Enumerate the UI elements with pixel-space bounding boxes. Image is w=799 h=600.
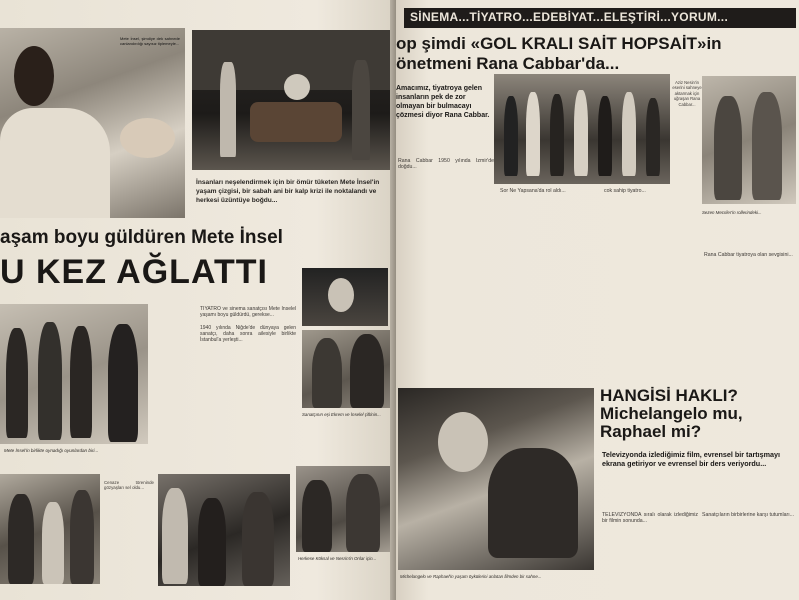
photo-caption-group: Mete İnsel'in birlikte oynadığı oyunlardan biri...: [4, 448, 99, 453]
group-figure-2: [38, 322, 62, 440]
photo-bottom-middle-caption: Cenaze töreninde gözyaşları sel oldu...: [104, 480, 154, 491]
bottom-right-figure-1: [302, 480, 332, 552]
photo-side-caption: Aziz Nesin'in eserini sahneye aktarmak için uğraşan Rana Cabbar...: [672, 80, 702, 107]
player-7: [646, 98, 660, 176]
player-2: [526, 92, 540, 176]
actor-left: [714, 96, 742, 200]
body-intro: [200, 306, 296, 476]
photo-michelangelo-film: [398, 388, 594, 570]
actor-right: [752, 92, 782, 200]
photo-caption-right: Sezen Mecriler'in rollerindeki...: [702, 210, 762, 215]
group-figure-3: [70, 326, 92, 438]
pull-quote: Amacımız, tiyatroya gelen insanların pek de zor olmayan bir bulmacayı çözmesi diyor Rana Cabbar.: [396, 85, 490, 119]
article-title-line1: op şimdi «GOL KRALI SAİT HOPSAİT»in: [396, 34, 722, 53]
article-col2-text: Sor Ne Yapsana'da rol aldı...: [500, 188, 566, 194]
photo-man-smiling: [0, 28, 185, 218]
photo-mourners: [158, 474, 290, 586]
box-body-col2: Sanatçıların birbirlerine karşı tutumları...: [702, 512, 794, 518]
section-banner-text: SİNEMA...TİYATRO...EDEBİYAT...ELEŞTİRİ...YORUM...: [410, 10, 729, 24]
photo-figure-hand: [120, 118, 175, 158]
photo-crowd: [0, 474, 100, 584]
mourner-3: [242, 492, 274, 586]
box-body-text: TELEVİZYONDA sıralı olarak izlediğimiz bir filmin sonunda...: [602, 512, 698, 525]
mask-face: [328, 278, 354, 312]
player-5: [598, 96, 612, 176]
player-6: [622, 92, 636, 176]
bottom-right-figure-2: [346, 474, 380, 552]
crowd-figure-1: [8, 494, 34, 584]
section-banner: [404, 8, 796, 28]
stage-figure-left: [220, 62, 236, 157]
stage-figure-right: [352, 60, 370, 160]
box-title-line2: Michelangelo mu,: [600, 404, 743, 423]
headline-line2: U KEZ AĞLATTI: [0, 253, 268, 291]
box-michelangelo-raphael: [396, 382, 799, 600]
photo-caption-bottom: Herkese Köksal ve Nesrin'in Onlar için...: [298, 556, 377, 561]
body-intro-text: TİYATRO ve sinema sanatçısı Mete İnselel yaşamı boyu güldürdü, gerekse...: [200, 306, 296, 319]
article-col3-text: cok sahip tiyatro...: [604, 188, 646, 194]
photo-figure-head: [14, 46, 54, 106]
article-title-line2: önetmeni Rana Cabbar'da...: [396, 54, 620, 73]
article-col3: [604, 188, 700, 380]
coffin: [250, 102, 342, 142]
photo-two-actors: [702, 76, 796, 204]
player-4: [574, 90, 588, 176]
article-col4: Rana Cabbar tiyatroya olan sevgisini...: [704, 252, 793, 258]
crowd-figure-2: [42, 502, 64, 584]
group-figure-1: [6, 328, 28, 438]
box-title-line1: HANGİSİ HAKLI?: [600, 386, 738, 405]
photo-inset-caption: Mete İnsel, şimdiye dek sahnede canlandırdığı sayısız tiplemeyle...: [120, 36, 180, 46]
mourner-2: [198, 498, 226, 586]
left-page: [0, 0, 396, 600]
headline-line1: aşam boyu güldüren Mete İnsel: [0, 227, 283, 248]
box-title-line3: Raphael mi?: [600, 422, 702, 441]
article-col1-text: Rana Cabbar 1950 yılında İzmir'de doğdu...: [398, 158, 494, 171]
mourner-1: [162, 488, 188, 584]
photo-figure-shirt: [0, 108, 110, 218]
box-body: [602, 512, 698, 596]
group-figure-4: [108, 324, 138, 442]
photo-caption-mid: Sanatçının eşi Ekrem ve İnselel çiftinin...: [302, 412, 381, 417]
woman-left: [312, 338, 342, 408]
box-photo-caption: Michelangelo ve Raphael'in yaşam öykülerini anlatan filmden bir sahne...: [400, 574, 542, 579]
photo-caption-top: İnsanları neşelendirmek için bir ömür tüketen Mete İnsel'in yaşam çizgisi, bir sabah ani bir kalp krizi ile noktalandı ve herkesi üzüntüye boğdu...: [196, 179, 380, 204]
film-figure-body: [488, 448, 578, 558]
player-1: [504, 96, 518, 176]
article-col1: [398, 158, 494, 380]
player-3: [550, 94, 564, 176]
photo-football-players: [494, 74, 670, 184]
film-figure-face: [438, 412, 488, 472]
photo-stage-group: [0, 304, 148, 444]
photo-two-women: [302, 330, 390, 408]
photo-funeral-stage: [192, 30, 390, 170]
photo-bottom-right: [296, 466, 390, 552]
photo-masks: [302, 268, 388, 326]
crowd-figure-3: [70, 490, 94, 584]
article-col2: [500, 188, 598, 380]
box-quote: Televizyonda izlediğimiz film, evrensel bir tartışmayı ekrana getiriyor ve evrensel bir ders veriyordu...: [602, 450, 781, 469]
flower-wreath: [284, 74, 310, 100]
body-para2-text: 1940 yılında Niğde'de dünyaya gelen sanatçı, daha sonra ailesiyle birlikte İstanbul'a yerleşti...: [200, 324, 296, 344]
woman-right: [350, 334, 384, 408]
right-page: [396, 0, 799, 600]
